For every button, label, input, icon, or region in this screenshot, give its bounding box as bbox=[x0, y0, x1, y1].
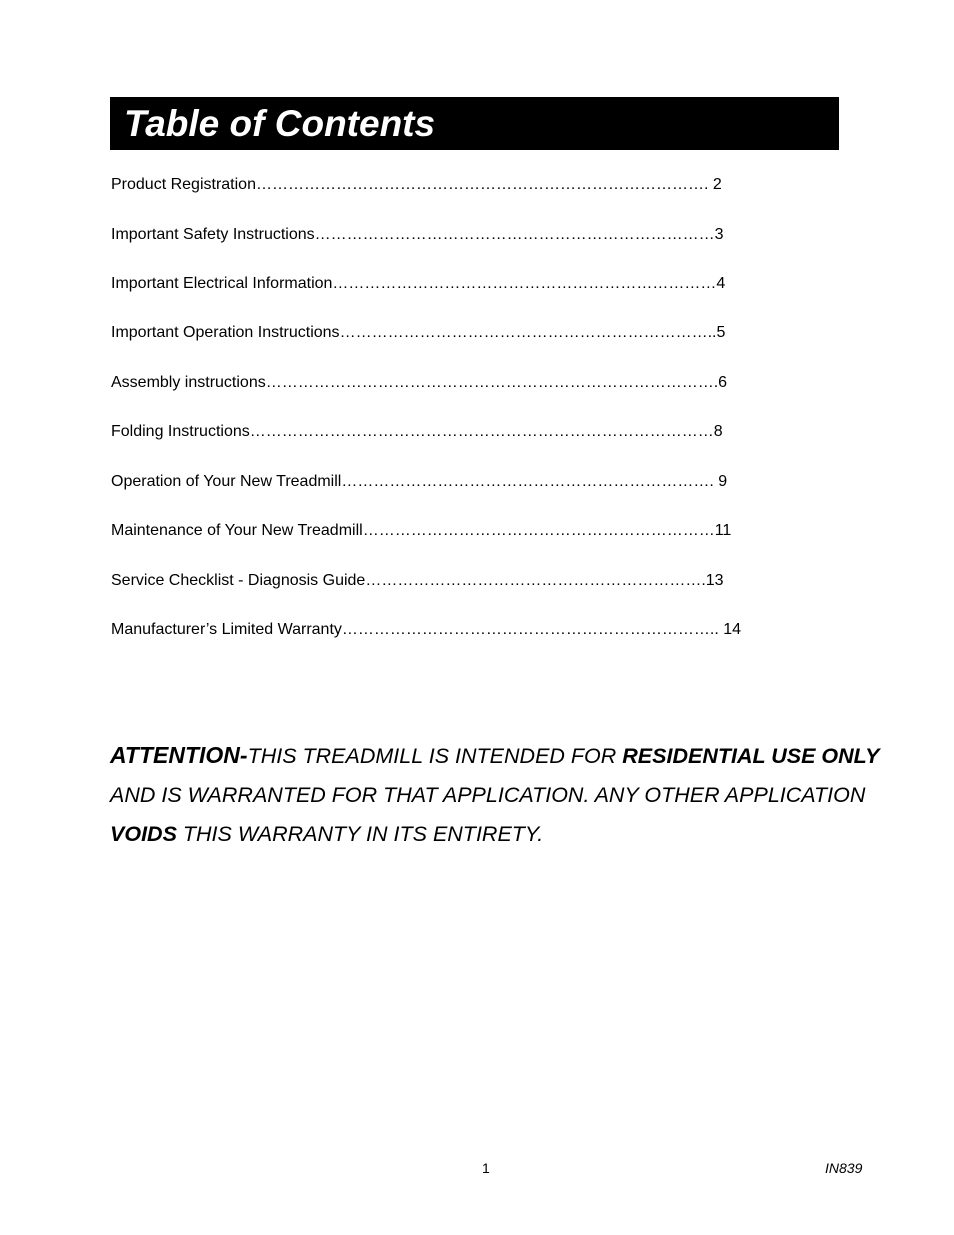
page-number: 1 bbox=[482, 1160, 490, 1176]
toc-page-number: 13 bbox=[705, 572, 724, 589]
toc-entry-title: Product Registration bbox=[111, 176, 256, 193]
toc-leader-dots: …………………………………………………………….. bbox=[341, 621, 719, 638]
toc-entry-title: Important Operation Instructions bbox=[111, 324, 340, 341]
attention-text: THIS TREADMILL IS INTENDED FOR bbox=[247, 744, 623, 768]
toc-page-number: 5 bbox=[716, 324, 726, 341]
toc-leader-dots: ……………………………………………………………. bbox=[341, 473, 714, 490]
attention-line-2: AND IS WARRANTED FOR THAT APPLICATION. ANY OTHER APPLICATION bbox=[110, 782, 866, 807]
toc-entry-operation-instructions[interactable] bbox=[111, 322, 725, 344]
attention-line-3 bbox=[110, 815, 930, 855]
toc-entry-maintenance[interactable] bbox=[111, 520, 731, 542]
attention-emphasis: VOIDS bbox=[110, 822, 177, 846]
toc-entry-operation-of-treadmill[interactable] bbox=[111, 471, 727, 493]
toc-entry-assembly-instructions[interactable] bbox=[111, 372, 727, 394]
toc-leader-dots: ……………………………………………………………… bbox=[332, 275, 717, 292]
attention-text: THIS WARRANTY IN ITS ENTIRETY. bbox=[176, 822, 544, 846]
attention-line-1 bbox=[110, 736, 930, 776]
toc-leader-dots: ………………………………………………………………… bbox=[314, 226, 715, 243]
toc-leader-dots: …………………………………………………………………………. bbox=[255, 176, 709, 193]
attention-notice bbox=[110, 736, 930, 855]
toc-page-number: 14 bbox=[718, 621, 742, 638]
attention-emphasis: RESIDENTIAL USE ONLY bbox=[622, 744, 880, 768]
toc-entry-service-checklist[interactable] bbox=[111, 570, 724, 592]
toc-leader-dots: ………………………………………………………… bbox=[362, 522, 715, 539]
toc-page-number: 4 bbox=[716, 275, 726, 292]
toc-leader-dots: …………………………………………………………………………. bbox=[265, 374, 719, 391]
toc-page-number: 3 bbox=[714, 226, 724, 243]
page-title: Table of Contents bbox=[124, 103, 436, 144]
toc-entry-title: Important Safety Instructions bbox=[111, 226, 315, 243]
toc-entry-electrical-information[interactable] bbox=[111, 273, 725, 295]
toc-page-number: 11 bbox=[714, 522, 732, 539]
toc-entry-limited-warranty[interactable] bbox=[111, 619, 741, 641]
toc-entry-title: Maintenance of Your New Treadmill bbox=[111, 522, 363, 539]
toc-entry-title: Service Checklist - Diagnosis Guide bbox=[111, 572, 366, 589]
toc-leader-dots: ………………………………………………………. bbox=[365, 572, 706, 589]
toc-page-number: 6 bbox=[718, 374, 728, 391]
toc-page-number: 9 bbox=[713, 473, 728, 490]
toc-entry-title: Assembly instructions bbox=[111, 374, 266, 391]
toc-entry-title: Operation of Your New Treadmill bbox=[111, 473, 342, 490]
toc-entry-folding-instructions[interactable] bbox=[111, 421, 723, 443]
toc-leader-dots: …………………………………………………………….. bbox=[339, 324, 717, 341]
toc-entry-title: Important Electrical Information bbox=[111, 275, 333, 292]
toc-page-number: 2 bbox=[708, 176, 722, 193]
toc-entry-title: Manufacturer’s Limited Warranty bbox=[111, 621, 342, 638]
document-code: IN839 bbox=[825, 1160, 863, 1176]
toc-page-number: 8 bbox=[713, 423, 723, 440]
toc-entry-safety-instructions[interactable] bbox=[111, 224, 724, 246]
attention-lead: ATTENTION- bbox=[110, 742, 248, 768]
toc-entry-title: Folding Instructions bbox=[111, 423, 250, 440]
toc-leader-dots: …………………………………………………………………………… bbox=[249, 423, 714, 440]
toc-entry-product-registration[interactable] bbox=[111, 174, 722, 196]
